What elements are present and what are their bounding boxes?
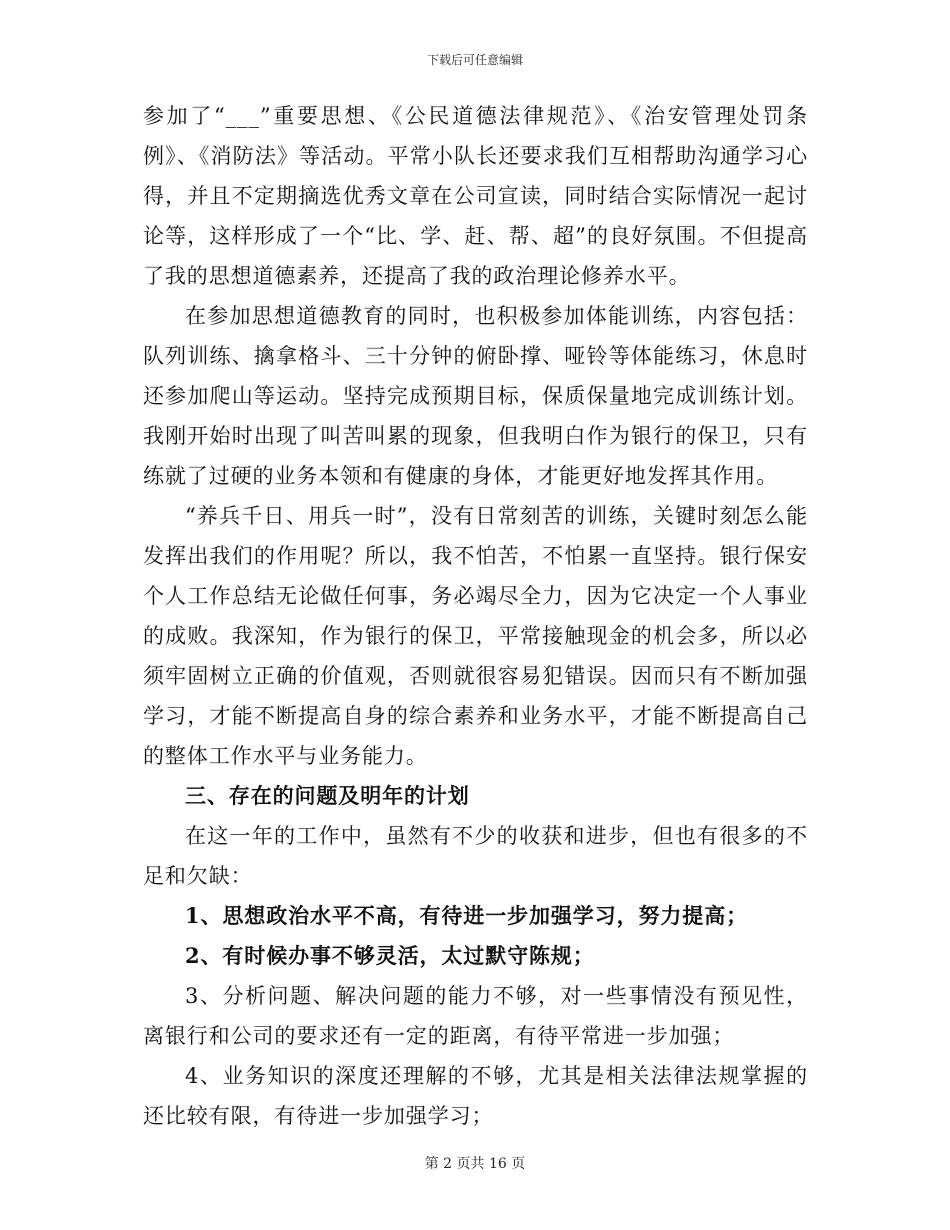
list-item: 4、业务知识的深度还理解的不够，尤其是相关法律法规掌握的还比较有限，有待进一步加强学习； [143, 1064, 808, 1128]
list-item: 3、分析问题、解决问题的能力不够，对一些事情没有预见性，离银行和公司的要求还有一定的距离，有待平常进一步加强； [143, 984, 808, 1048]
paragraph-physical-training: 在参加思想道德教育的同时，也积极参加体能训练，内容包括：队列训练、擒拿格斗、三十分钟的俯卧撑、哑铃等体能练习，休息时还参加爬山等运动。坚持完成预期目标，保质保量地完成训练计划。我刚开始时出现了叫苦叫累的现象，但我明白作为银行的保卫，只有练就了过硬的业务本领和有健康的身体，才能更好地发挥其作用。 [143, 304, 808, 488]
paragraph-continuation: 参加了“___”重要思想、《公民道德法律规范》、《治安管理处罚条例》、《消防法》等活动。平常小队长还要求我们互相帮助沟通学习心得，并且不定期摘选优秀文章在公司宣读，同时结合实际情况一起讨论等，这样形成了一个“比、学、赶、帮、超”的良好氛围。不但提高了我的思想道德素养，还提高了我的政治理论修养水平。 [143, 104, 808, 288]
paragraph-perseverance: “养兵千日、用兵一时”，没有日常刻苦的训练，关键时刻怎么能发挥出我们的作用呢？所以，我不怕苦，不怕累一直坚持。银行保安个人工作总结无论做任何事，务必竭尽全力，因为它决定一个人事业的成败。我深知，作为银行的保卫，平常接触现金的机会多，所以必须牢固树立正确的价值观，否则就很容易犯错误。因而只有不断加强学习，才能不断提高自身的综合素养和业务水平，才能不断提高自己的整体工作水平与业务能力。 [143, 504, 808, 768]
document-body [143, 96, 808, 1136]
page-header: 下载后可任意编辑 [426, 53, 523, 67]
page-footer: 第 2 页共 16 页 [424, 1156, 526, 1172]
list-item: 2、有时候办事不够灵活，太过默守陈规； [185, 943, 595, 968]
section-heading: 三、存在的问题及明年的计划 [185, 783, 470, 808]
paragraph-intro: 在这一年的工作中，虽然有不少的收获和进步，但也有很多的不足和欠缺： [143, 824, 808, 888]
list-item: 1、思想政治水平不高，有待进一步加强学习，努力提高； [185, 903, 749, 928]
